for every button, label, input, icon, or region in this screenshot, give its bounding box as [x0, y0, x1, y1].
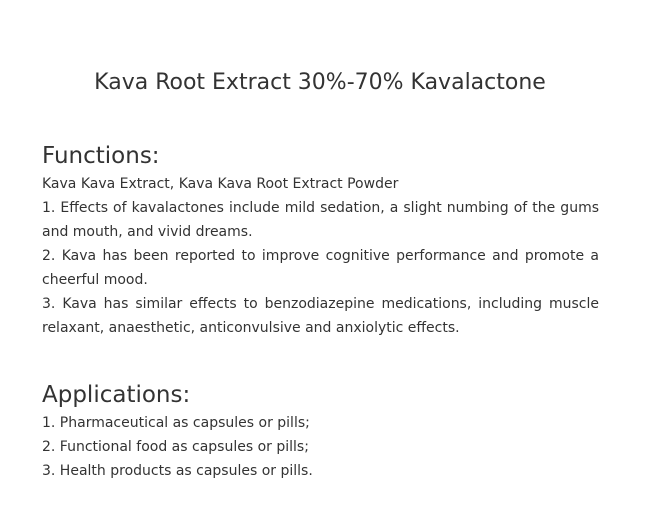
page-title: Kava Root Extract 30%-70% Kavalactone: [94, 70, 546, 95]
applications-heading: Applications:: [42, 382, 191, 408]
functions-heading: Functions:: [42, 143, 160, 169]
applications-item-2: 2. Functional food as capsules or pills;: [42, 439, 309, 455]
functions-intro: Kava Kava Extract, Kava Kava Root Extract Powder: [42, 176, 399, 192]
applications-item-1: 1. Pharmaceutical as capsules or pills;: [42, 415, 310, 431]
functions-section: [42, 142, 599, 340]
functions-item-3: 3. Kava has similar effects to benzodiazepine medications, including muscle relaxant, anaesthetic, anticonvulsive and anxiolytic effects.: [42, 296, 599, 336]
applications-section: [42, 381, 599, 483]
functions-item-1: 1. Effects of kavalactones include mild sedation, a slight numbing of the gums and mouth, and vivid dreams.: [42, 200, 599, 240]
functions-item-2: 2. Kava has been reported to improve cognitive performance and promote a cheerful mood.: [42, 248, 599, 288]
applications-item-3: 3. Health products as capsules or pills.: [42, 463, 313, 479]
